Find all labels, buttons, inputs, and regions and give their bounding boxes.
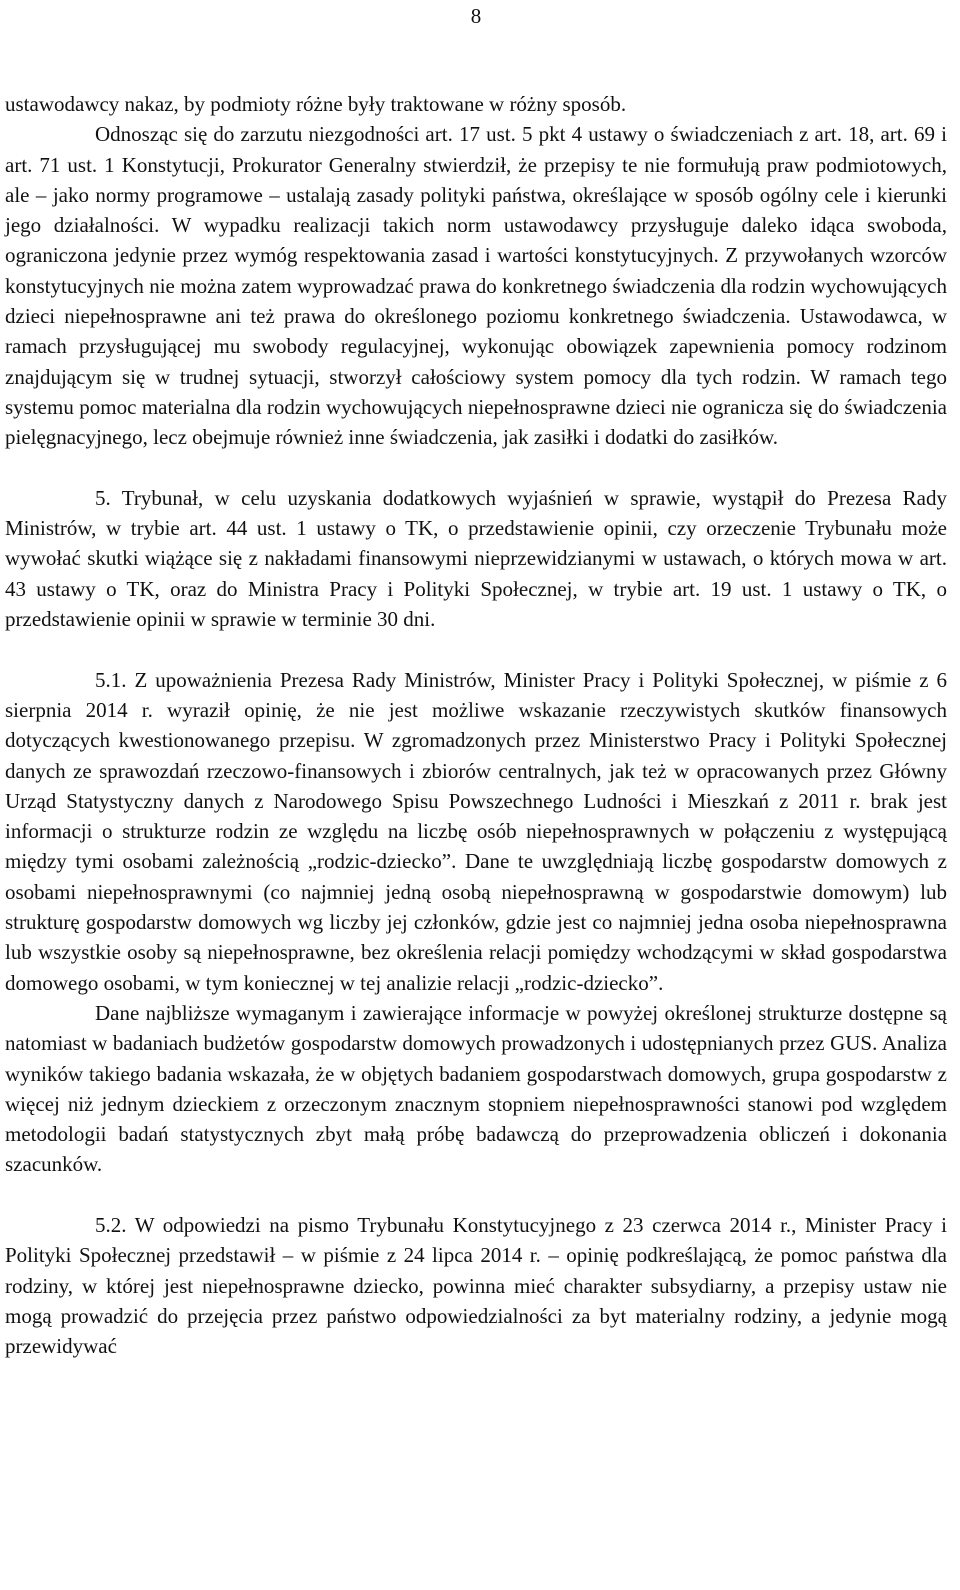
paragraph-1: ustawodawcy nakaz, by podmioty różne były traktowane w różny sposób. — [5, 92, 627, 116]
page-number: 8 — [470, 4, 482, 28]
paragraph-2: Odnosząc się do zarzutu niezgodności art. 17 ust. 5 pkt 4 ustawy o świadczeniach z art. 18, art. 69 i art. 71 ust. 1 Konstytucji, Prokurator Generalny stwierdził, że przepisy te nie formułują praw podmiotowych, ale – jako normy programowe – ustalają zasady polityki państwa, określające w sposób ogólny cele i kierunki jego działalności. W wypadku realizacji takich norm ustawodawcy przysługuje daleko idąca swoboda, ograniczona jedynie przez wymóg respektowania zasad i wartości konstytucyjnych. Z przywołanych wzorców konstytucyjnych nie można zatem wyprowadzać prawa do konkretnego świadczenia dla rodzin wychowujących dzieci niepełnosprawne ani też prawa do określonego poziomu konkretnego świadczenia. Ustawodawca, w ramach przysługującej mu swobody regulacyjnej, wykonując obowiązek zapewnienia pomocy rodzinom znajdującym się w trudnej sytuacji, stworzył całościowy system pomocy dla tych rodzin. W ramach tego systemu pomoc materialna dla rodzin wychowujących niepełnosprawne dzieci nie ogranicza się do świadczenia pielęgnacyjnego, lecz obejmuje również inne świadczenia, jak zasiłki i dodatki do zasiłków. — [5, 122, 947, 450]
paragraph-3: 5. Trybunał, w celu uzyskania dodatkowych wyjaśnień w sprawie, wystąpił do Prezesa Rady Ministrów, w trybie art. 44 ust. 1 ustawy o TK, o przedstawienie opinii, czy orzeczenie Trybunału może wywołać skutki wiążące się z nakładami finansowymi nieprzewidzianymi w ustawach, o których mowa w art. 43 ustawy o TK, oraz do Ministra Pracy i Polityki Społecznej, w trybie art. 19 ust. 1 ustawy o TK, o przedstawienie opinii w sprawie w terminie 30 dni. — [5, 485, 947, 632]
paragraph-5: Dane najbliższe wymaganym i zawierające informacje w powyżej określonej strukturze dostępne są natomiast w badaniach budżetów gospodarstw domowych prowadzonych i udostępnianych przez GUS. Analiza wyników takiego badania wskazała, że w objętych badaniem gospodarstwach domowych, grupa gospodarstw z więcej niż jednym dzieckiem z orzeczonym znacznym stopniem niepełnosprawności stanowi pod względem metodologii badań statystycznych zbyt małą próbę badawczą do przeprowadzenia obliczeń i dokonania szacunków. — [5, 1000, 947, 1177]
paragraph-4: 5.1. Z upoważnienia Prezesa Rady Ministrów, Minister Pracy i Polityki Społecznej, w piśmie z 6 sierpnia 2014 r. wyraził opinię, że nie jest możliwe wskazanie rzeczywistych skutków finansowych dotyczących kwestionowanego przepisu. W zgromadzonych przez Ministerstwo Pracy i Polityki Społecznej danych ze sprawozdań rzeczowo-finansowych i zbiorów centralnych, jak też w opracowanych przez Główny Urząd Statystyczny danych z Narodowego Spisu Powszechnego Ludności i Mieszkań z 2011 r. brak jest informacji o strukturze rodzin ze względu na liczbę osób niepełnosprawnych w połączeniu z występującą między tymi osobami zależnością „rodzic-dziecko”. Dane te uwzględniają liczbę gospodarstw domowych z osobami niepełnosprawnymi (co najmniej jedną osobą niepełnosprawną w gospodarstwie domowym) lub strukturę gospodarstw domowych wg liczby jej członków, gdzie jest co najmniej jedna osoba niepełnosprawna lub wszystkie osoby są niepełnosprawne, bez określenia relacji pomiędzy wchodzącymi w skład gospodarstwa domowego osobami, w tym koniecznej w tej analizie relacji „rodzic-dziecko”. — [5, 667, 947, 995]
document-body — [5, 89, 947, 1361]
paragraph-6: 5.2. W odpowiedzi na pismo Trybunału Konstytucyjnego z 23 czerwca 2014 r., Minister Pracy i Polityki Społecznej przedstawił – w piśmie z 24 lipca 2014 r. – opinię podkreślającą, że pomoc państwa dla rodziny, w której jest niepełnosprawne dziecko, powinna mieć charakter subsydiarny, a przepisy ustaw nie mogą prowadzić do przejęcia przez państwo odpowiedzialności za byt materialny rodziny, a jedynie mogą przewidywać — [5, 1212, 947, 1359]
